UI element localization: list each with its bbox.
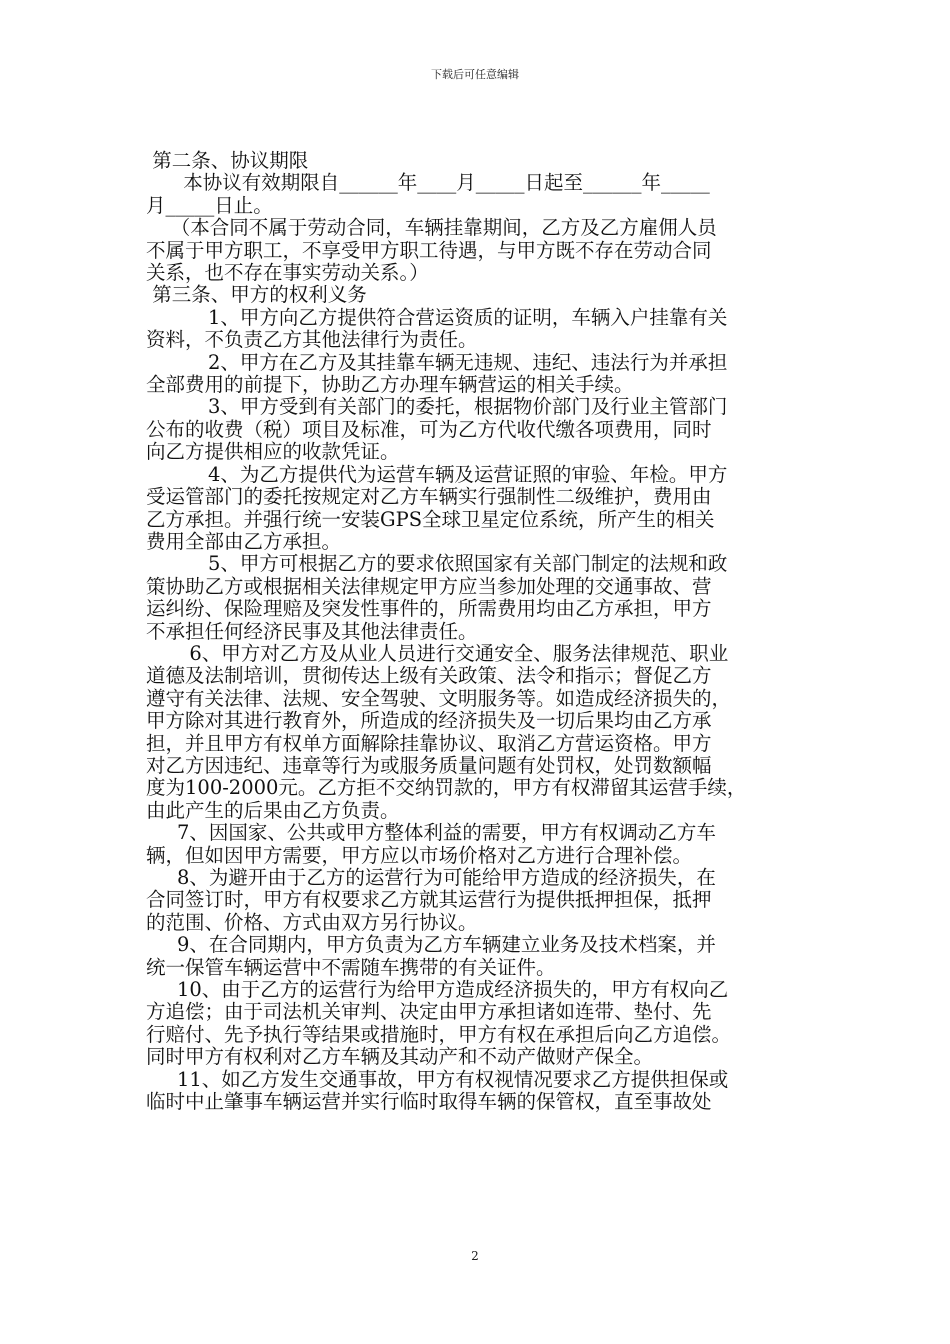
document-body: [146, 150, 806, 1113]
text-line: 行赔付、先予执行等结果或措施时，甲方有权在承担后向乙方追偿。: [146, 1022, 732, 1046]
text-line: 全部费用的前提下，协助乙方办理车辆营运的相关手续。: [146, 373, 634, 397]
text-line: 同时甲方有权利对乙方车辆及其动产和不动产做财产保全。: [146, 1045, 654, 1069]
text-line: 担，并且甲方有权单方面解除挂靠协议、取消乙方营运资格。甲方: [146, 731, 712, 755]
text-line: 乙方承担。并强行统一安装GPS全球卫星定位系统，所产生的相关: [146, 507, 715, 531]
text-line: 辆，但如因甲方需要，甲方应以市场价格对乙方进行合理补偿。: [146, 843, 693, 867]
text-line: 道德及法制培训，贯彻传达上级有关政策、法令和指示；督促乙方: [146, 664, 712, 688]
text-line: 对乙方因违纪、违章等行为或服务质量问题有处罚权，处罚数额幅: [146, 753, 712, 777]
text-line: （本合同不属于劳动合同，车辆挂靠期间，乙方及乙方雇佣人员: [146, 216, 717, 240]
text-line: 月_____日止。: [146, 193, 273, 217]
text-line: 7、因国家、公共或甲方整体利益的需要，甲方有权调动乙方车: [146, 821, 716, 845]
text-line: 策协助乙方或根据相关法律规定甲方应当参加处理的交通事故、营: [146, 574, 712, 598]
text-line: 合同签订时，甲方有权要求乙方就其运营行为提供抵押担保，抵押: [146, 888, 712, 912]
text-line: 11、如乙方发生交通事故，甲方有权视情况要求乙方提供担保或: [146, 1067, 729, 1091]
text-line: 2、甲方在乙方及其挂靠车辆无违规、违纪、违法行为并承担: [146, 350, 728, 374]
text-line: 关系，也不存在事实劳动关系。）: [146, 261, 429, 285]
text-line: 不承担任何经济民事及其他法律责任。: [146, 619, 478, 643]
text-line: 向乙方提供相应的收款凭证。: [146, 440, 400, 464]
text-line: 度为100-2000元。乙方拒不交纳罚款的，甲方有权滞留其运营手续，: [146, 776, 747, 800]
text-line: 不属于甲方职工，不享受甲方职工待遇，与甲方既不存在劳动合同: [146, 238, 712, 262]
text-line: 第二条、协议期限: [146, 149, 309, 172]
page-number: 2: [471, 1249, 479, 1263]
text-line: 统一保管车辆运营中不需随车携带的有关证件。: [146, 955, 556, 979]
text-line: 遵守有关法律、法规、安全驾驶、文明服务等。如造成经济损失的，: [146, 686, 732, 710]
text-line: 的范围、价格、方式由双方另行协议。: [146, 910, 478, 934]
text-line: 9、在合同期内，甲方负责为乙方车辆建立业务及技术档案，并: [146, 933, 716, 957]
text-line: 5、甲方可根据乙方的要求依照国家有关部门制定的法规和政: [146, 552, 728, 576]
text-line: 运纠纷、保险理赔及突发性事件的，所需费用均由乙方承担，甲方: [146, 597, 712, 621]
text-line: 10、由于乙方的运营行为给甲方造成经济损失的，甲方有权向乙: [146, 978, 729, 1002]
text-line: 临时中止肇事车辆运营并实行临时取得车辆的保管权，直至事故处: [146, 1090, 712, 1114]
text-line: 甲方除对其进行教育外，所造成的经济损失及一切后果均由乙方承: [146, 709, 712, 733]
text-line: 1、甲方向乙方提供符合营运资质的证明，车辆入户挂靠有关: [146, 305, 728, 329]
text-line: 6、甲方对乙方及从业人员进行交通安全、服务法律规范、职业: [146, 641, 729, 665]
text-line: 费用全部由乙方承担。: [146, 529, 342, 553]
text-line: 资料，不负责乙方其他法律行为责任。: [146, 328, 478, 352]
text-line: 公布的收费（税）项目及标准，可为乙方代收代缴各项费用，同时: [146, 417, 712, 441]
text-line: 由此产生的后果由乙方负责。: [146, 798, 400, 822]
text-line: 方追偿；由于司法机关审判、决定由甲方承担诸如连带、垫付、先: [146, 1000, 712, 1024]
text-line: 受运管部门的委托按规定对乙方车辆实行强制性二级维护，费用由: [146, 485, 712, 509]
text-line: 8、为避开由于乙方的运营行为可能给甲方造成的经济损失，在: [146, 866, 716, 889]
text-line: 第三条、甲方的权利义务: [146, 283, 367, 307]
page-header: 下载后可任意编辑: [431, 68, 519, 81]
text-line: 本协议有效期限自______年____月_____日起至______年_____: [146, 171, 710, 195]
text-line: 3、甲方受到有关部门的委托，根据物价部门及行业主管部门: [146, 395, 728, 419]
text-line: 4、为乙方提供代为运营车辆及运营证照的审验、年检。甲方: [146, 462, 728, 486]
